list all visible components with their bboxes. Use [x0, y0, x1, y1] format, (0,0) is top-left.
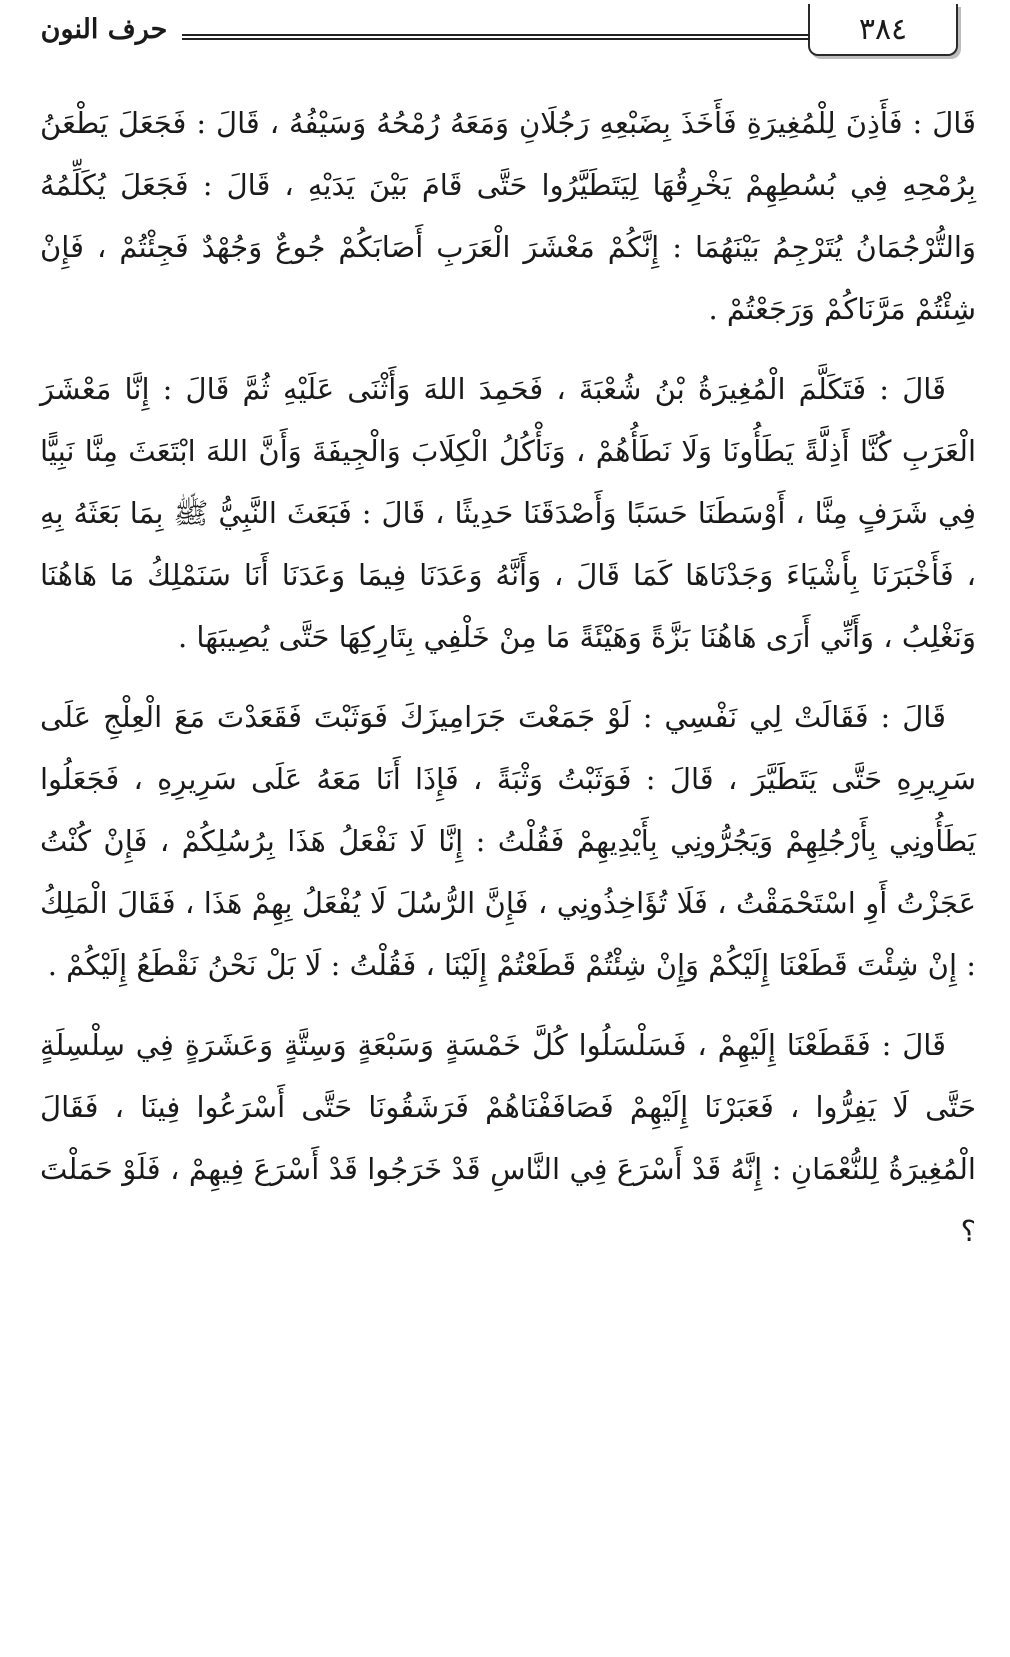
- page-body: [40, 92, 976, 1280]
- page-number: ٣٨٤: [808, 4, 958, 56]
- paragraph-4: قَالَ : فَقَطَعْنَا إِلَيْهِمْ ، فَسَلْسَلُوا كُلَّ خَمْسَةٍ وَسَبْعَةٍ وَسِتَّةٍ وَعَشَرَةٍ فِي سِلْسِلَةٍ حَتَّى لَا يَفِرُّوا ، فَعَبَرْنَا إِلَيْهِمْ فَصَافَفْنَاهُمْ فَرَشَقُونَا حَتَّى أَسْرَعُوا فِينَا ، فَقَالَ الْمُغِيرَةُ لِلنُّعْمَانِ : إِنَّهُ قَدْ أَسْرَعَ فِي النَّاسِ قَدْ خَرَجُوا قَدْ أَسْرَعَ فِيهِمْ ، فَلَوْ حَمَلْتَ ؟: [40, 1028, 976, 1248]
- page-header: [0, 0, 1010, 70]
- paragraph-3: قَالَ : فَقَالَتْ لِي نَفْسِي : لَوْ جَمَعْتَ جَرَامِيزَكَ فَوَثَبْتَ فَقَعَدْتَ مَعَ الْعِلْجِ عَلَى سَرِيرِهِ حَتَّى يَتَطَيَّرَ ، قَالَ : فَوَثَبْتُ وَثْبَةً ، فَإِذَا أَنَا مَعَهُ عَلَى سَرِيرِهِ ، فَجَعَلُوا يَطَأُونِي بِأَرْجُلِهِمْ وَيَجُرُّونِي بِأَيْدِيهِمْ فَقُلْتُ : إِنَّا لَا نَفْعَلُ هَذَا بِرُسُلِكُمْ ، فَإِنْ كُنْتُ عَجَزْتُ أَوِ اسْتَحْمَقْتُ ، فَلَا تُؤَاخِذُونِي ، فَإِنَّ الرُّسُلَ لَا يُفْعَلُ بِهِمْ هَذَا ، فَقَالَ الْمَلِكُ : إِنْ شِئْتَ قَطَعْنَا إِلَيْكُمْ وَإِنْ شِئْتُمْ قَطَعْتُمْ إِلَيْنَا ، فَقُلْتُ : لَا بَلْ نَحْنُ نَقْطَعُ إِلَيْكُمْ .: [40, 700, 977, 982]
- header-rule: [182, 34, 810, 40]
- paragraph-1: قَالَ : فَأَذِنَ لِلْمُغِيرَةِ فَأَخَذَ بِضَبْعِهِ رَجُلَانِ وَمَعَهُ رُمْحُهُ وَسَيْفُهُ ، قَالَ : فَجَعَلَ يَطْعَنُ بِرُمْحِهِ فِي بُسُطِهِمْ يَخْرِقُهَا لِيَتَطَيَّرُوا حَتَّى قَامَ بَيْنَ يَدَيْهِ ، قَالَ : فَجَعَلَ يُكَلِّمُهُ وَالتُّرْجُمَانُ يُتَرْجِمُ بَيْنَهُمَا : إِنَّكُمْ مَعْشَرَ الْعَرَبِ أَصَابَكُمْ جُوعٌ وَجُهْدٌ فَجِئْتُمْ ، فَإِنْ شِئْتُمْ مَرَّنَاكُمْ وَرَجَعْتُمْ .: [40, 106, 976, 326]
- chapter-title: حرف النون: [40, 14, 168, 45]
- paragraph-2: قَالَ : فَتَكَلَّمَ الْمُغِيرَةُ بْنُ شُعْبَةَ ، فَحَمِدَ اللهَ وَأَثْنَى عَلَيْهِ ثُمَّ قَالَ : إِنَّا مَعْشَرَ الْعَرَبِ كُنَّا أَذِلَّةً يَطَأُونَا وَلَا نَطَأُهُمْ ، وَنَأْكُلُ الْكِلَابَ وَالْجِيفَةَ وَأَنَّ اللهَ ابْتَعَثَ مِنَّا نَبِيًّا فِي شَرَفٍ مِنَّا ، أَوْسَطَنَا حَسَبًا وَأَصْدَقَنَا حَدِيثًا ، قَالَ : فَبَعَثَ النَّبِيُّ ﷺ بِمَا بَعَثَهُ بِهِ ، فَأَخْبَرَنَا بِأَشْيَاءَ وَجَدْنَاهَا كَمَا قَالَ ، وَأَنَّهُ وَعَدَنَا فِيمَا وَعَدَنَا أَنَا سَنَمْلِكُ مَا هَاهُنَا وَنَغْلِبُ ، وَأَنِّي أَرَى هَاهُنَا بَزَّةً وَهَيْئَةً مَا مِنْ خَلْفِي بِتَارِكِهَا حَتَّى يُصِيبَهَا .: [40, 372, 976, 654]
